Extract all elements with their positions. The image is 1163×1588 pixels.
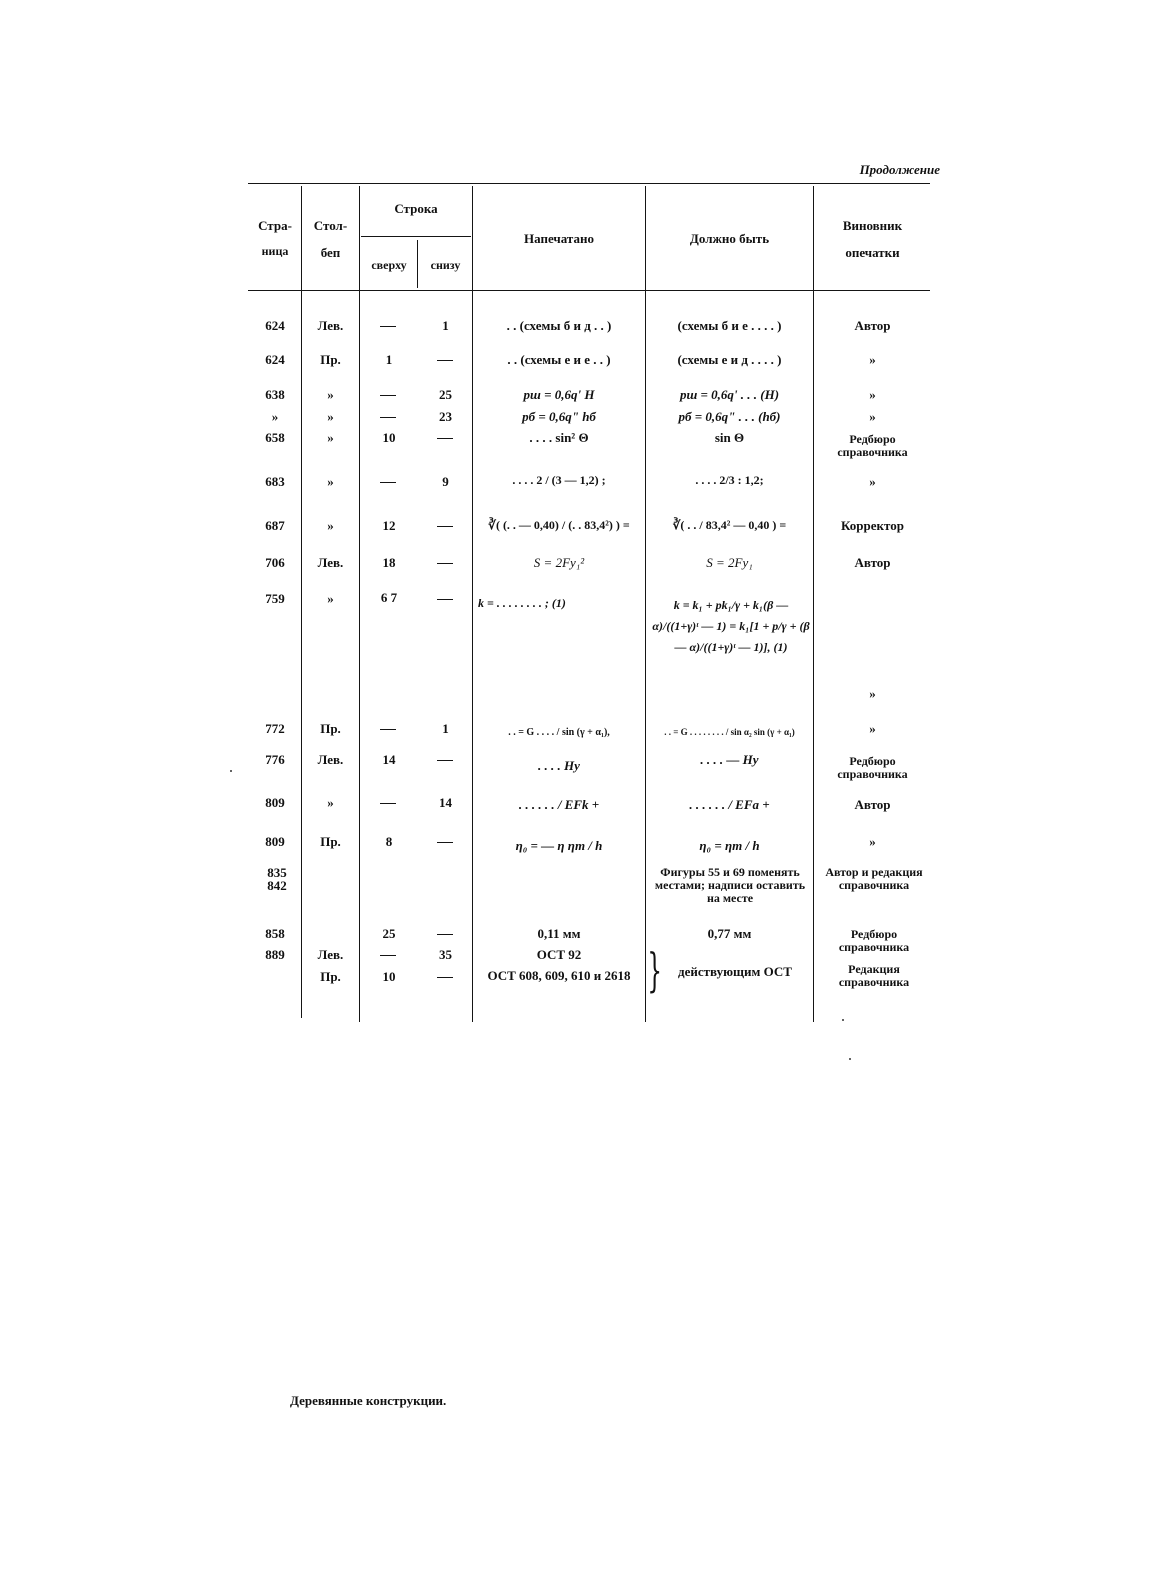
row-printed: . . . . sin² Θ — [529, 430, 589, 445]
row-printed: ОСТ 608, 609, 610 и 2618 — [487, 968, 631, 983]
continuation-label: Продолжение — [859, 162, 940, 177]
row-culprit: » — [869, 409, 876, 424]
header-printed: Напечатано — [524, 231, 594, 246]
empty-dash — [437, 599, 453, 600]
row-should-be: действующим ОСТ — [678, 964, 792, 979]
row-top: 1 — [385, 352, 393, 367]
empty-dash — [437, 760, 453, 761]
line-header-rule — [361, 236, 471, 237]
row-page: » — [271, 409, 279, 424]
empty-dash — [380, 482, 396, 483]
row-should-be: . . . . — Hy — [700, 752, 759, 767]
empty-dash — [437, 360, 453, 361]
empty-dash — [437, 977, 453, 978]
row-should-be: Фигуры 55 и 69 поменять местами; надписи оставить на месте — [654, 865, 806, 905]
row-page: 835 842 — [267, 865, 287, 893]
header-culprit: Виновник — [842, 218, 903, 233]
row-culprit: » — [869, 834, 876, 849]
row-page: 809 — [265, 834, 285, 849]
row-culprit: Автор — [854, 318, 891, 333]
row-top: 6 7 — [380, 590, 398, 605]
row-should-be: . . . . 2/3 : 1,2; — [695, 473, 764, 487]
empty-dash — [437, 526, 453, 527]
row-culprit: » — [869, 686, 876, 701]
row-culprit: Редбюро справочника — [837, 754, 908, 781]
row-column: Лев. — [317, 947, 344, 962]
row-culprit: Автор — [854, 555, 891, 570]
row-top: 25 — [382, 926, 396, 941]
row-bottom: 35 — [439, 947, 452, 962]
row-printed: . . . . . . / EFk + — [518, 797, 600, 812]
row-column: Лев. — [317, 555, 344, 570]
right-brace: } — [647, 943, 662, 997]
row-page: 638 — [265, 387, 285, 402]
empty-dash — [380, 729, 396, 730]
column-divider — [359, 186, 360, 1022]
row-column: » — [327, 795, 334, 810]
empty-dash — [437, 842, 453, 843]
row-column: Лев. — [317, 318, 344, 333]
row-printed: . . . . 2 / (3 — 1,2) ; — [512, 473, 606, 487]
header-culprit-cont: опечатки — [845, 245, 900, 260]
row-printed: pб = 0,6q" hб — [522, 409, 596, 424]
header-line-top: сверху — [371, 258, 407, 272]
row-printed: k = . . . . . . . . ; (1) — [478, 596, 566, 610]
row-page: 809 — [265, 795, 285, 810]
row-bottom: 9 — [442, 474, 449, 489]
row-page: 624 — [265, 352, 285, 367]
footer-title: Деревянные конструкции. — [290, 1393, 447, 1408]
empty-dash — [437, 438, 453, 439]
empty-dash — [437, 934, 453, 935]
column-divider — [472, 186, 473, 1022]
empty-dash — [380, 395, 396, 396]
row-printed: S = 2Fy₁² — [533, 555, 585, 570]
row-column: Пр. — [320, 721, 341, 736]
row-page: 706 — [265, 555, 285, 570]
row-printed: . . (схемы б и д . . ) — [506, 318, 612, 333]
column-divider — [301, 186, 302, 1018]
row-should-be: pб = 0,6q" . . . (hб) — [678, 409, 781, 424]
row-culprit: Редбюро справочника — [837, 432, 908, 459]
row-column: » — [327, 474, 334, 489]
row-bottom: 1 — [442, 721, 449, 736]
row-column: » — [327, 591, 334, 606]
header-line-bottom: снизу — [430, 258, 461, 272]
row-bottom: 14 — [439, 795, 452, 810]
row-culprit: Редакция справочника — [838, 962, 910, 989]
row-should-be: . . = G . . . . . . . . / sin α₂ sin (γ + α₁) — [664, 727, 795, 737]
row-should-be: (схемы б и е . . . . ) — [677, 318, 782, 333]
table-top-rule — [248, 183, 930, 184]
row-page: 772 — [265, 721, 285, 736]
row-printed: . . = G . . . . / sin (γ + α₁), — [508, 727, 610, 738]
header-bottom-rule — [248, 290, 930, 291]
row-culprit: Автор — [854, 797, 891, 812]
row-page: 658 — [265, 430, 285, 445]
row-printed: 0,11 мм — [537, 926, 581, 941]
scan-speck — [849, 1058, 851, 1060]
row-page: 889 — [265, 947, 285, 962]
row-top: 12 — [382, 518, 396, 533]
header-page: Стра- — [258, 218, 292, 233]
row-should-be: (схемы е и д . . . . ) — [677, 352, 782, 367]
column-divider — [417, 240, 418, 288]
header-column-cont: беп — [320, 245, 341, 260]
row-column: » — [327, 409, 334, 424]
row-should-be: S = 2Fy₁ — [706, 555, 753, 570]
column-divider — [645, 186, 646, 1022]
row-column: Пр. — [320, 969, 341, 984]
row-should-be: . . . . . . / EFa + — [689, 797, 770, 812]
column-divider — [813, 186, 814, 1022]
empty-dash — [380, 326, 396, 327]
row-top: 14 — [382, 752, 396, 767]
scan-speck — [230, 770, 232, 772]
row-culprit: Корректор — [841, 518, 904, 533]
row-column: Лев. — [317, 752, 344, 767]
row-culprit: Автор и редакция справочника — [825, 865, 923, 892]
row-column: Пр. — [320, 352, 341, 367]
row-should-be: sin Θ — [714, 430, 745, 445]
row-column: » — [327, 518, 334, 533]
empty-dash — [380, 955, 396, 956]
row-should-be: pш = 0,6q' . . . (H) — [679, 387, 780, 402]
row-printed: . . (схемы е и е . . ) — [507, 352, 611, 367]
row-top: 10 — [382, 969, 396, 984]
row-culprit: » — [869, 387, 876, 402]
row-top: 10 — [382, 430, 396, 445]
row-top: 18 — [382, 555, 396, 570]
row-bottom: 25 — [439, 387, 452, 402]
empty-dash — [380, 417, 396, 418]
header-line: Строка — [394, 201, 438, 216]
row-bottom: 1 — [442, 318, 449, 333]
row-culprit: » — [869, 352, 876, 367]
row-column: » — [327, 387, 334, 402]
row-page: 759 — [265, 591, 285, 606]
row-culprit: » — [869, 721, 876, 736]
scan-speck — [842, 1019, 844, 1021]
row-printed: . . . . Hy — [538, 758, 580, 773]
row-page: 683 — [265, 474, 285, 489]
row-culprit: Редбюро справочника — [838, 927, 910, 954]
row-should-be: k = k₁ + pk₁/γ + k₁(β — α)/((1+γ)ᵗ — 1) = k₁[1 + p/γ + (β — α)/((1+γ)ᵗ — 1)], (1) — [652, 598, 810, 654]
row-printed: ОСТ 92 — [536, 947, 582, 962]
row-page: 858 — [265, 926, 285, 941]
header-should-be: Должно быть — [689, 231, 770, 246]
row-column: Пр. — [320, 834, 341, 849]
row-page: 624 — [265, 318, 285, 333]
header-column: Стол- — [313, 218, 348, 233]
row-should-be: 0,77 мм — [707, 926, 752, 941]
row-page: 687 — [265, 518, 285, 533]
row-culprit: » — [869, 474, 876, 489]
row-page: 776 — [265, 752, 285, 767]
row-printed: pш = 0,6q' H — [523, 387, 595, 402]
empty-dash — [380, 803, 396, 804]
row-top: 8 — [385, 834, 393, 849]
row-bottom: 23 — [439, 409, 452, 424]
row-column: » — [327, 430, 334, 445]
row-should-be: ∛( . . / 83,4² — 0,40 ) = — [672, 518, 787, 532]
row-printed: η₀ = — η ηm / h — [515, 838, 603, 853]
empty-dash — [437, 563, 453, 564]
header-page-cont: ница — [261, 244, 289, 258]
row-printed: ∛( (. . — 0,40) / (. . 83,4²) ) = — [488, 518, 630, 532]
row-should-be: η₀ = ηm / h — [699, 838, 760, 853]
